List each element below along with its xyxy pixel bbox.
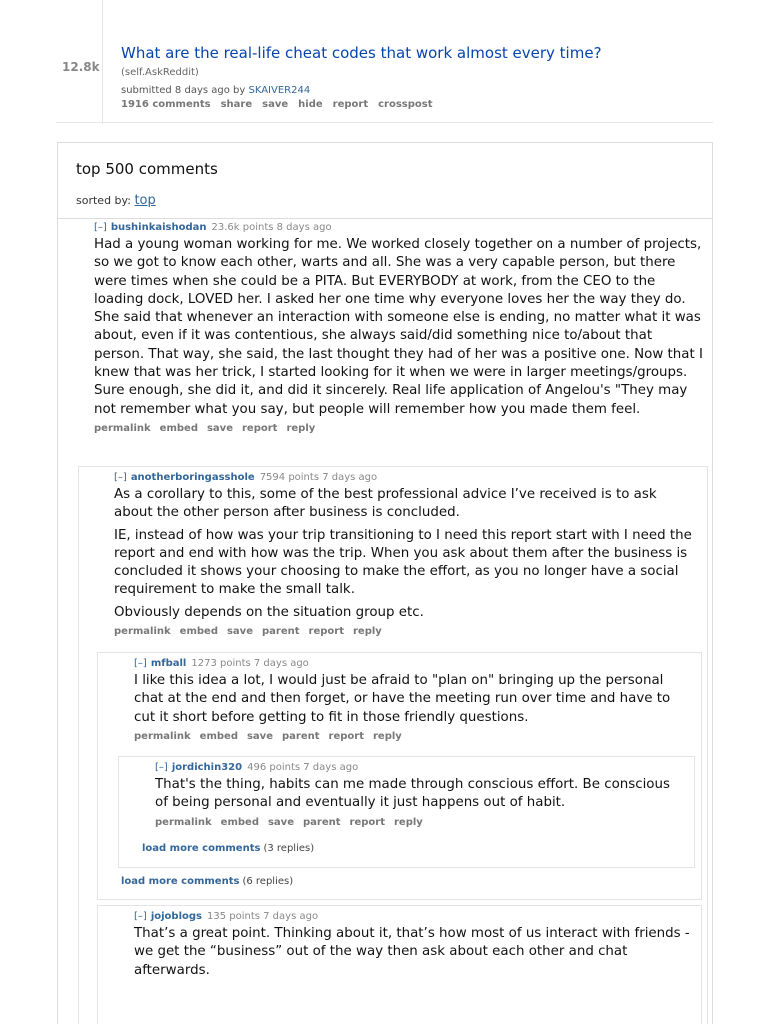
save-link[interactable]: save (262, 99, 289, 110)
post-header (0, 0, 768, 124)
comment-paragraph: I like this idea a lot, I would just be afraid to "plan on" bringing up the personal chat at the end and then forget, or have the meeting run over time and have to cut it short before getting to fit in those friendly questions. (134, 673, 671, 725)
comment-paragraph: Had a young woman working for me. We worked closely together on a number of projects, so we got to know each other, warts and all. She was a very capable person, but there were times when she could be a PITA. But EVERYBODY at work, from the CEO to the loading dock, LOVED her. I asked her one time why everyone loves her the way they do. She said that whenever an interaction with someone else is ending, no matter what it was about, even if it was contentious, she always said/did something nice to/about that person. That way, she said, the last thought they had of her was a positive one. Now that I knew that was her trick, I started looking for it when we were in larger meetings/groups. Sure enough, she did it, and did it sincerely. Real life application of Angelou's "They may not remember what you say, but people will remember how you made them feel. (94, 237, 703, 417)
vote-column (56, 0, 103, 124)
comment-paragraph: As a corollary to this, some of the best professional advice I’ve received is to ask about the other person after business is concluded. (114, 487, 657, 521)
report-link[interactable]: report (349, 816, 385, 828)
post-domain: (self.AskReddit) (121, 67, 199, 78)
parent-link[interactable]: parent (282, 730, 320, 742)
embed-link[interactable]: embed (220, 816, 259, 828)
comment-paragraph: IE, instead of how was your trip transitioning to I need this report start with I need the report and end with how was the trip. When you ask about them after the business is concluded it shows your choosing to make the effort, as you no longer have a social requirement to make the small talk. (114, 527, 692, 598)
comment-header (134, 658, 689, 669)
comment-meta: 7594 points 7 days ago (259, 472, 378, 483)
load-more-comments-link[interactable]: load more comments (142, 843, 261, 854)
crosspost-link[interactable]: crosspost (378, 99, 433, 110)
comment-body (94, 236, 706, 419)
hide-link[interactable]: hide (298, 99, 323, 110)
comment-paragraph: That's the thing, habits can me made through conscious effort. Be conscious of being personal and eventually it just happens out of habit. (155, 777, 670, 811)
embed-link[interactable]: embed (159, 422, 198, 434)
comment-actions (114, 626, 694, 637)
divider (56, 122, 713, 123)
post-score: 12.8k (62, 60, 100, 74)
collapse-toggle[interactable]: [–] (114, 472, 127, 483)
comment-author-link[interactable]: bushinkaishodan (110, 222, 207, 233)
save-link[interactable]: save (226, 626, 253, 638)
comment-actions (134, 731, 689, 742)
comment-body (155, 776, 685, 813)
comments-count-link[interactable]: 1916 comments (121, 99, 211, 110)
reply-link[interactable]: reply (394, 816, 423, 828)
collapse-toggle[interactable]: [–] (134, 911, 147, 922)
divider (58, 218, 712, 219)
save-link[interactable]: save (267, 816, 294, 828)
reply-link[interactable]: reply (353, 626, 382, 638)
reply-count: (6 replies) (242, 876, 294, 887)
report-link[interactable]: report (328, 730, 364, 742)
comment-meta: 23.6k points 8 days ago (211, 222, 332, 233)
permalink-link[interactable]: permalink (114, 626, 171, 638)
comment (134, 658, 689, 742)
submitted-text: submitted 8 days ago by (121, 85, 246, 96)
permalink-link[interactable]: permalink (134, 730, 191, 742)
post-author-link[interactable]: SKAIVER244 (248, 85, 311, 96)
reply-link[interactable]: reply (373, 730, 402, 742)
comment-author-link[interactable]: jojoblogs (150, 911, 202, 922)
comment-author-link[interactable]: anotherboringasshole (130, 472, 255, 483)
comment-header (155, 762, 685, 773)
sorted-by-label: sorted by: (76, 194, 131, 207)
comment-meta: 496 points 7 days ago (247, 762, 359, 773)
comment-meta: 1273 points 7 days ago (191, 658, 309, 669)
save-link[interactable]: save (206, 422, 233, 434)
share-link[interactable]: share (220, 99, 253, 110)
comment-paragraph: That’s a great point. Thinking about it, that’s how most of us interact with friends - we get the “business” out of the way then ask about each other and chat afterwards. (134, 926, 690, 978)
comment-header (134, 911, 694, 922)
comment (94, 222, 706, 434)
comment-meta: 135 points 7 days ago (206, 911, 319, 922)
load-more-comments (142, 843, 314, 854)
comment-paragraph: Obviously depends on the situation group etc. (114, 604, 424, 620)
comment (134, 911, 694, 984)
report-link[interactable]: report (332, 99, 369, 110)
permalink-link[interactable]: permalink (94, 422, 151, 434)
comment (114, 472, 694, 637)
comment-body (134, 672, 689, 727)
reply-link[interactable]: reply (286, 422, 316, 434)
report-link[interactable]: report (242, 422, 278, 434)
post-meta (121, 85, 310, 96)
post-actions (121, 99, 443, 110)
embed-link[interactable]: embed (179, 626, 218, 638)
permalink-link[interactable]: permalink (155, 816, 212, 828)
reply-count: (3 replies) (263, 843, 315, 854)
load-more-comments-link[interactable]: load more comments (121, 876, 240, 887)
comment-actions (94, 423, 706, 434)
comment-author-link[interactable]: mfball (150, 658, 187, 669)
save-link[interactable]: save (246, 730, 273, 742)
collapse-toggle[interactable]: [–] (155, 762, 168, 773)
comment-body (114, 486, 694, 622)
comment-header (94, 222, 706, 233)
comment-body (134, 925, 694, 980)
parent-link[interactable]: parent (262, 626, 300, 638)
post-title-link[interactable]: What are the real-life cheat codes that work almost every time? (121, 44, 602, 62)
collapse-toggle[interactable]: [–] (94, 222, 107, 233)
collapse-toggle[interactable]: [–] (134, 658, 147, 669)
report-link[interactable]: report (308, 626, 344, 638)
comment-actions (155, 817, 685, 828)
parent-link[interactable]: parent (303, 816, 341, 828)
comment (155, 762, 685, 828)
comment-author-link[interactable]: jordichin320 (171, 762, 243, 773)
sort-selector (76, 193, 156, 208)
comment-header (114, 472, 694, 483)
embed-link[interactable]: embed (199, 730, 238, 742)
sort-dropdown[interactable]: top (134, 193, 156, 208)
comments-title: top 500 comments (76, 160, 218, 178)
load-more-comments (121, 876, 293, 887)
